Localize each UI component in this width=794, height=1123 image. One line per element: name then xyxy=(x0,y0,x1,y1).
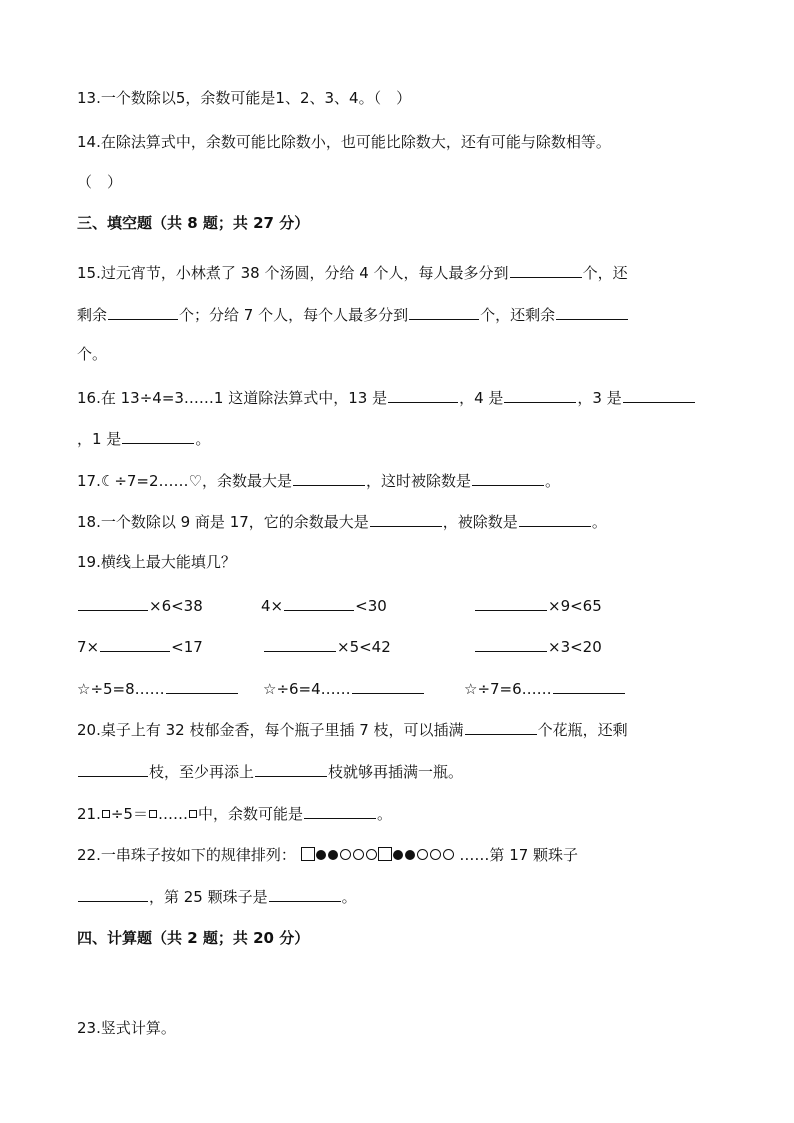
answer-blank[interactable] xyxy=(475,595,547,611)
answer-blank[interactable] xyxy=(352,678,424,694)
answer-blank[interactable] xyxy=(465,719,537,735)
answer-blank[interactable] xyxy=(556,304,628,320)
answer-blank[interactable] xyxy=(78,761,148,777)
white-bead-icon xyxy=(353,849,364,860)
question-14-answer-paren: （ ） xyxy=(77,173,123,191)
question-21: 21. ÷5＝ …… 中，余数可能是 。 xyxy=(77,805,393,823)
answer-blank[interactable] xyxy=(100,636,170,652)
question-19-title: 19.横线上最大能填几？ xyxy=(77,553,236,571)
answer-blank[interactable] xyxy=(388,387,458,403)
black-bead-icon xyxy=(316,850,326,860)
answer-blank[interactable] xyxy=(519,511,591,527)
question-20-line-2: 枝，至少再添上 枝就够再插满一瓶。 xyxy=(77,761,734,782)
question-18: 18.一个数除以 9 商是 17，它的余数最大是 ，被除数是 。 xyxy=(77,513,607,531)
question-16-line-2: ，1 是 。 xyxy=(77,430,211,448)
question-13: 13.一个数除以5，余数可能是1、2、3、4。（ ） xyxy=(77,89,412,107)
question-15-line-1: 15.过元宵节，小林煮了 38 个汤圆，分给 4 个人，每人最多分到 个，还 xyxy=(77,264,628,282)
answer-blank[interactable] xyxy=(293,470,365,486)
answer-blank[interactable] xyxy=(78,886,148,902)
black-bead-icon xyxy=(393,850,403,860)
q19-item-1: ×6<38 xyxy=(77,595,203,616)
q19-item-7: ☆÷5=8…… xyxy=(77,678,239,699)
answer-blank[interactable] xyxy=(370,511,442,527)
answer-blank[interactable] xyxy=(510,262,582,278)
answer-blank[interactable] xyxy=(78,595,148,611)
answer-blank[interactable] xyxy=(304,803,376,819)
question-14: 14.在除法算式中，余数可能比除数小，也可能比除数大，还有可能与除数相等。 xyxy=(77,133,611,151)
answer-blank[interactable] xyxy=(472,470,544,486)
question-15-line-2: 剩余 个；分给 7 个人，每个人最多分到 个，还剩余 xyxy=(77,304,734,325)
section-4-heading: 四、计算题（共 2 题；共 20 分） xyxy=(77,929,310,947)
question-16-line-1: 16.在 13÷4=3……1 这道除法算式中，13 是 ，4 是 ，3 是 xyxy=(77,387,734,408)
square-bead-icon xyxy=(378,847,392,861)
small-square-icon xyxy=(102,810,110,818)
moon-icon: ☾ xyxy=(100,472,115,490)
q19-item-5: ×5<42 xyxy=(263,636,391,657)
white-bead-icon xyxy=(366,849,377,860)
answer-blank[interactable] xyxy=(623,387,695,403)
black-bead-icon xyxy=(328,850,338,860)
answer-blank[interactable] xyxy=(553,678,625,694)
section-3-heading: 三、填空题（共 8 题；共 27 分） xyxy=(77,214,310,232)
question-23: 23.竖式计算。 xyxy=(77,1019,176,1037)
black-bead-icon xyxy=(405,850,415,860)
q19-item-6: ×3<20 xyxy=(474,636,602,657)
q19-item-9: ☆÷7=6…… xyxy=(464,678,626,699)
square-bead-icon xyxy=(301,847,315,861)
small-square-icon xyxy=(149,810,157,818)
answer-blank[interactable] xyxy=(475,636,547,652)
question-22-line-1: 22.一串珠子按如下的规律排列： ……第 17 颗珠子 xyxy=(77,846,579,864)
answer-blank[interactable] xyxy=(284,595,354,611)
answer-blank[interactable] xyxy=(264,636,336,652)
white-bead-icon xyxy=(417,849,428,860)
answer-blank[interactable] xyxy=(255,761,327,777)
answer-blank[interactable] xyxy=(166,678,238,694)
heart-icon: ♡ xyxy=(188,472,202,490)
white-bead-icon xyxy=(443,849,454,860)
small-square-icon xyxy=(189,810,197,818)
q19-item-8: ☆÷6=4…… xyxy=(263,678,425,699)
answer-blank[interactable] xyxy=(269,886,341,902)
bead-pattern xyxy=(301,846,460,864)
white-bead-icon xyxy=(340,849,351,860)
question-15-line-3: 个。 xyxy=(77,345,108,363)
answer-blank[interactable] xyxy=(504,387,576,403)
answer-blank[interactable] xyxy=(409,304,479,320)
white-bead-icon xyxy=(430,849,441,860)
q19-item-2: 4× <30 xyxy=(261,597,387,615)
q19-item-4: 7× <17 xyxy=(77,638,203,656)
answer-blank[interactable] xyxy=(122,428,194,444)
q19-item-3: ×9<65 xyxy=(474,595,602,616)
question-22-line-2: ，第 25 颗珠子是 。 xyxy=(77,886,734,907)
answer-blank[interactable] xyxy=(108,304,178,320)
question-17: 17.☾÷7=2……♡，余数最大是 ，这时被除数是 。 xyxy=(77,472,561,490)
question-20-line-1: 20.桌子上有 32 枝郁金香，每个瓶子里插 7 枝，可以插满 个花瓶，还剩 xyxy=(77,721,628,739)
